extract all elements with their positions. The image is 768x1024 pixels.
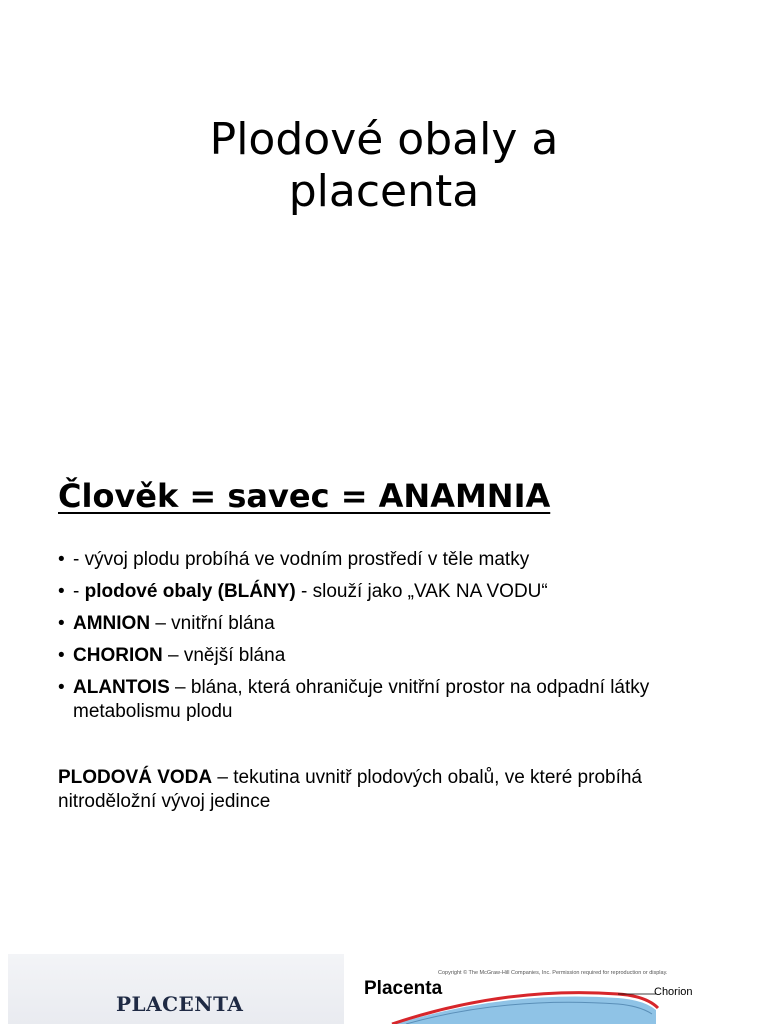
paragraph-text: – tekutina uvnitř plodových obalů, ve které probíhá nitroděložní vývoj jedince [58, 767, 642, 812]
chorion-label: Chorion [654, 986, 693, 998]
bullet-icon: • [58, 645, 65, 666]
bullet-item [58, 580, 718, 604]
slide-title-line-2: placenta [288, 166, 480, 217]
amniotic-fluid-paragraph [58, 766, 718, 814]
bullet-item [58, 612, 718, 636]
bullet-text-tail: - slouží jako „VAK NA VODU“ [295, 581, 548, 602]
placenta-photo-label: PLACENTA [116, 992, 244, 1016]
bullet-list [58, 548, 718, 732]
bullet-text: - vývoj plodu probíhá ve vodním prostředí v těle matky [73, 549, 530, 570]
paragraph-bold-term: PLODOVÁ VODA [58, 767, 213, 788]
placenta-diagram-panel [356, 954, 768, 1024]
bullet-text-tail: – blána, která ohraničuje vnitřní prostor na odpadní látky metabolismu plodu [73, 677, 650, 722]
bullet-text: - [73, 581, 85, 602]
slide-title-line-1: Plodové obaly a [209, 114, 559, 165]
bullet-text-tail: – vnitřní blána [150, 613, 275, 634]
placenta-photo-panel [8, 954, 344, 1024]
content-slide [0, 440, 768, 950]
bullet-item [58, 644, 718, 668]
bullet-bold-text: ALANTOIS [73, 677, 170, 698]
bullet-bold-text: plodové obaly (BLÁNY) [84, 581, 296, 602]
bullet-icon: • [58, 581, 65, 602]
bullet-icon: • [58, 549, 65, 570]
next-slide-preview [0, 954, 768, 1024]
bullet-bold-text: CHORION [73, 645, 163, 666]
bullet-icon: • [58, 613, 65, 634]
copyright-notice: Copyright © The McGraw-Hill Companies, Inc. Permission required for reproduction or display. [438, 970, 668, 976]
bullet-item [58, 676, 718, 724]
bullet-bold-text: AMNION [73, 613, 151, 634]
diagram-title: Placenta [364, 978, 443, 999]
slide-heading: Člověk = savec = ANAMNIA [58, 477, 551, 515]
slide-title [84, 114, 684, 218]
bullet-item [58, 548, 718, 572]
bullet-icon: • [58, 677, 65, 698]
bullet-text-tail: – vnější blána [162, 645, 286, 666]
title-slide [0, 0, 768, 430]
